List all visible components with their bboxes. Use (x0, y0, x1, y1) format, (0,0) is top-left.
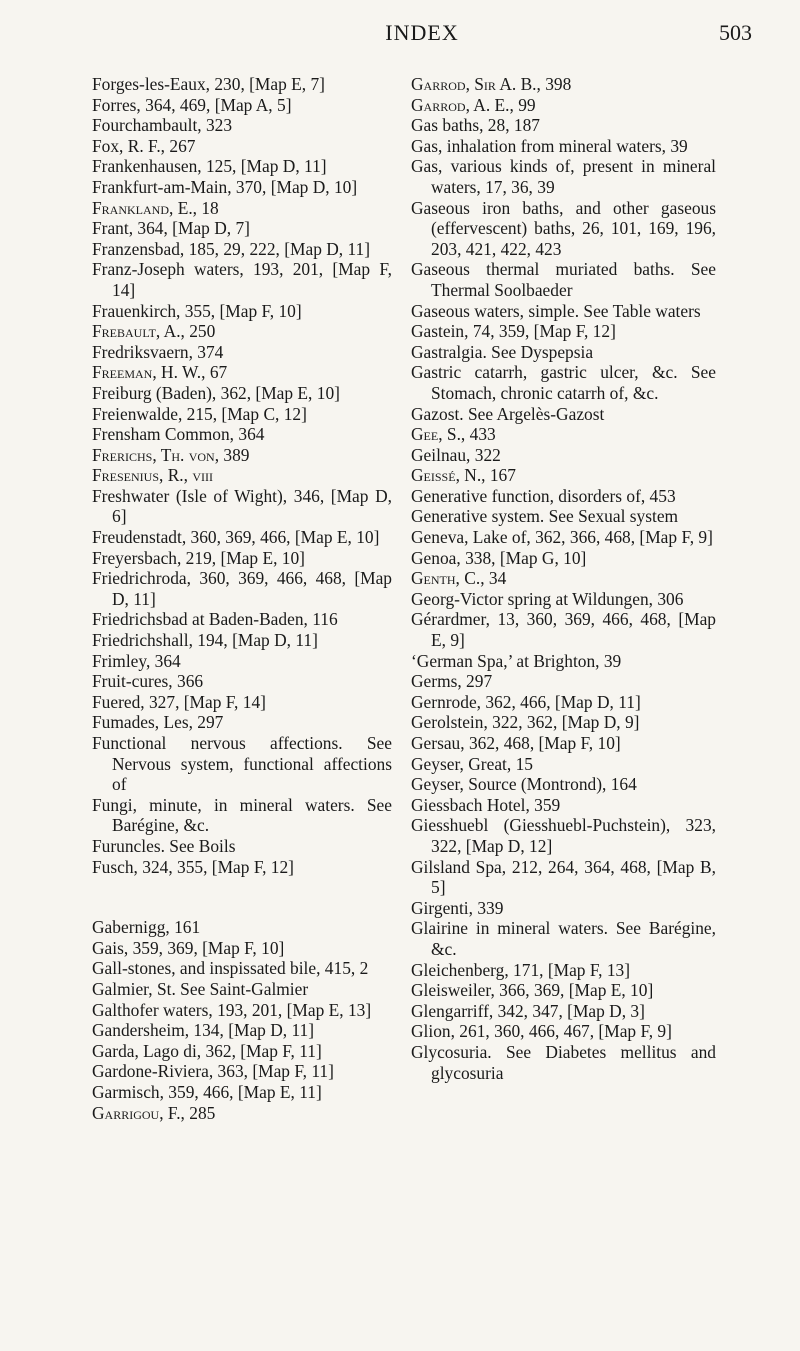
index-entry: Friedrichshall, 194, [Map D, 11] (92, 630, 318, 651)
running-title: INDEX (385, 20, 459, 45)
index-entry: Gersau, 362, 468, [Map F, 10] (411, 733, 621, 753)
index-entry: Frerichs, Th. von, 389 (92, 444, 250, 465)
index-entry: Fourchambault, 323 (92, 115, 233, 136)
index-entry: Gaseous iron baths, and other gaseous (effervescent) baths, 26, 101, 169, 196, 203, 421, 422, 423 (411, 197, 716, 259)
index-entry: ‘German Spa,’ at Brighton, 39 (411, 650, 622, 671)
index-entry: Gastein, 74, 359, [Map F, 12] (411, 321, 616, 342)
index-entry: Gas, inhalation from mineral waters, 39 (411, 135, 688, 156)
index-entry: Gastralgia. See Dyspepsia (411, 341, 594, 362)
index-entry: Glairine in mineral waters. See Barégine, &c. (411, 918, 716, 959)
index-entry: Germs, 297 (411, 671, 493, 692)
index-entry: Fruit-cures, 366 (92, 671, 204, 692)
index-entry: Fredriksvaern, 374 (92, 341, 224, 362)
index-entry: Gais, 359, 369, [Map F, 10] (92, 937, 285, 958)
index-entry: Garrod, Sir A. B., 398 (411, 74, 572, 94)
index-entry: Girgenti, 339 (411, 897, 504, 918)
index-entry: Galthofer waters, 193, 201, [Map E, 13] (92, 999, 372, 1020)
index-column-left (92, 74, 392, 1123)
index-entry: Friedrichroda, 360, 369, 466, 468, [Map D, 11] (92, 568, 392, 609)
index-entry: Fox, R. F., 267 (92, 135, 196, 156)
index-entry: Franzensbad, 185, 29, 222, [Map D, 11] (92, 238, 371, 259)
index-entry: Fumades, Les, 297 (92, 712, 224, 733)
index-entry: Friedrichsbad at Baden-Baden, 116 (92, 609, 338, 630)
index-entry: Franz-Joseph waters, 193, 201, [Map F, 14] (92, 259, 392, 300)
index-entry: Frebault, A., 250 (92, 321, 216, 342)
index-entry: Gleichenberg, 171, [Map F, 13] (411, 959, 631, 980)
index-entry: Frensham Common, 364 (92, 424, 265, 445)
index-entry: Glycosuria. See Diabetes mellitus and glycosuria (411, 1041, 716, 1083)
index-entry: Gilsland Spa, 212, 264, 364, 468, [Map B, 5] (411, 856, 716, 898)
index-entry: Fuered, 327, [Map F, 14] (92, 691, 266, 712)
index-entry: Gerolstein, 322, 362, [Map D, 9] (411, 712, 640, 733)
index-entry: Geissé, N., 167 (411, 465, 516, 486)
index-entry: Gee, S., 433 (411, 424, 496, 445)
index-entry: Geyser, Source (Montrond), 164 (411, 774, 637, 795)
index-entry: Forres, 364, 469, [Map A, 5] (92, 94, 292, 115)
index-entry: Giessbach Hotel, 359 (411, 794, 561, 815)
index-entry: Galmier, St. See Saint-Galmier (92, 978, 309, 999)
index-entry: Frant, 364, [Map D, 7] (92, 218, 250, 239)
index-entry: Gabernigg, 161 (92, 917, 201, 938)
section-gap (92, 877, 392, 917)
index-entry: Gas baths, 28, 187 (411, 115, 540, 136)
index-entry: Gernrode, 362, 466, [Map D, 11] (411, 691, 641, 712)
index-entry: Fungi, minute, in mineral waters. See Barégine, &c. (92, 794, 392, 836)
index-entry: Gérardmer, 13, 360, 369, 466, 468, [Map E, 9] (411, 609, 716, 651)
index-entry: Gazost. See Argelès-Gazost (411, 403, 605, 424)
index-entry: Garrigou, F., 285 (92, 1102, 216, 1123)
index-entry: Frankfurt-am-Main, 370, [Map D, 10] (92, 176, 358, 197)
index-entry: Frankenhausen, 125, [Map D, 11] (92, 156, 327, 177)
index-entry: Freyersbach, 219, [Map E, 10] (92, 547, 305, 568)
index-entry: Freiburg (Baden), 362, [Map E, 10] (92, 382, 340, 403)
page-number: 503 (719, 20, 752, 45)
index-entry: Freeman, H. W., 67 (92, 362, 228, 383)
index-entry: Fusch, 324, 355, [Map F, 12] (92, 856, 294, 877)
index-entry: Gleisweiler, 366, 369, [Map E, 10] (411, 980, 654, 1001)
index-entry: Glion, 261, 360, 466, 467, [Map F, 9] (411, 1021, 672, 1042)
index-entry: Gaseous waters, simple. See Table waters (411, 300, 701, 321)
index-entry: Geneva, Lake of, 362, 366, 468, [Map F, 9] (411, 527, 713, 548)
index-entry: Gas, various kinds of, present in mineral waters, 17, 36, 39 (411, 156, 716, 197)
index-entry: Geilnau, 322 (411, 444, 501, 465)
index-entry: Freienwalde, 215, [Map C, 12] (92, 403, 307, 424)
index-entry: Garrod, A. E., 99 (411, 94, 536, 115)
index-entry: Glengarriff, 342, 347, [Map D, 3] (411, 1000, 645, 1021)
index-entry: Generative function, disorders of, 453 (411, 485, 676, 506)
index-entry: Generative system. See Sexual system (411, 506, 679, 527)
index-entry: Gaseous thermal muriated baths. See Thermal Soolbaeder (411, 259, 716, 300)
index-entry: Functional nervous affections. See Nervous system, functional affections of (92, 733, 392, 795)
index-entry: Geyser, Great, 15 (411, 753, 533, 774)
index-entry: Giesshuebl (Giesshuebl-Puchstein), 323, 322, [Map D, 12] (411, 815, 716, 856)
index-entry: Genoa, 338, [Map G, 10] (411, 547, 587, 568)
index-entry: Furuncles. See Boils (92, 835, 236, 856)
index-entry: Frauenkirch, 355, [Map F, 10] (92, 300, 302, 321)
index-entry: Gardone-Riviera, 363, [Map F, 11] (92, 1061, 334, 1082)
index-entry: Genth, C., 34 (411, 568, 507, 589)
index-entry: Gall-stones, and inspissated bile, 415, 2 (92, 958, 369, 979)
index-entry: Forges-les-Eaux, 230, [Map E, 7] (92, 74, 325, 94)
index-entry: Freshwater (Isle of Wight), 346, [Map D, 6] (92, 485, 392, 527)
index-entry: Garda, Lago di, 362, [Map F, 11] (92, 1040, 322, 1061)
index-entry: Gandersheim, 134, [Map D, 11] (92, 1020, 315, 1041)
index-entry: Fresenius, R., viii (92, 465, 214, 486)
index-entry: Freudenstadt, 360, 369, 466, [Map E, 10] (92, 527, 380, 548)
index-entry: Georg-Victor spring at Wildungen, 306 (411, 588, 684, 609)
index-entry: Gastric catarrh, gastric ulcer, &c. See Stomach, chronic catarrh of, &c. (411, 362, 716, 403)
index-column-right (411, 74, 716, 1083)
page-header (92, 18, 752, 58)
index-entry: Frimley, 364 (92, 650, 181, 671)
index-entry: Garmisch, 359, 466, [Map E, 11] (92, 1081, 322, 1102)
index-entry: Frankland, E., 18 (92, 197, 219, 218)
